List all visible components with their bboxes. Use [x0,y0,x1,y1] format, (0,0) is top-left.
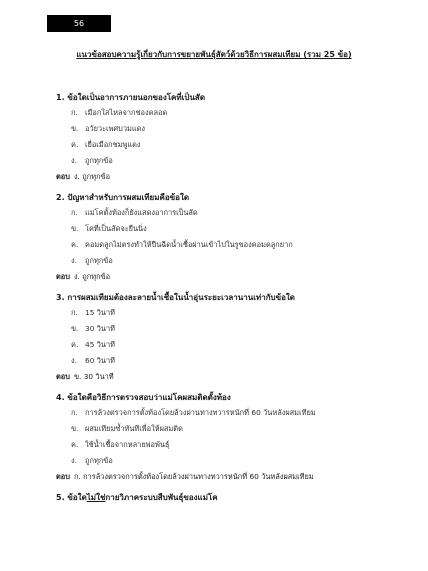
answer-label: ตอบ [56,372,70,381]
question-stem: ปัญหาสำหรับการผสมเทียมคือข้อใด [67,193,190,202]
answer-option [71,108,396,118]
answer-label: ตอบ [56,272,70,281]
option-text: ถูกทุกข้อ [85,456,113,465]
answer-label: ตอบ [56,172,70,181]
answer-option [71,456,396,466]
question-number: 5. [56,493,68,502]
answer-option [71,424,396,434]
answer-option [71,340,396,350]
answer-option [71,208,396,218]
question-text [56,392,396,404]
question-stem: ข้อใดเป็น [67,93,101,102]
question-stem: การผสมเทียมต้องละลายน้ำเชื้อในน้ำอุ่นระยะเวลานานเท่ากับข้อใด [67,293,295,302]
answer-option [71,256,396,266]
question-stem: ข้อใดคือวิธีการตรวจสอบว่าแม่โคผสมติดตั้งท้อง [67,393,231,402]
option-text: แม่โคตั้งท้องก็ยังแสดงอาการเป็นสัด [85,208,198,217]
question-block [56,292,396,382]
answer-option [71,440,396,450]
page-number-badge: 56 [47,15,111,32]
option-letter: ค. [71,240,79,249]
question-block [56,392,396,482]
answer-option [71,324,396,334]
answer-option [71,224,396,234]
option-letter: ก. [71,308,78,317]
option-text: 45 วินาที [85,340,115,349]
question-number: 4. [56,393,68,402]
option-text: เมือกใสไหลจากช่องคลอด [85,108,168,117]
answer-line [56,272,396,282]
question-number: 3. [56,293,68,302]
question-text [56,192,396,204]
question-list [56,92,396,514]
answer-text: ข. 30 วินาที [73,372,114,381]
option-letter: ง. [71,156,77,165]
answer-option [71,124,396,134]
answer-text: ก. การล้วงตรวจการตั้งท้องโดยล้วงผ่านทางทวารหนักที่ 60 วันหลังผสมเทียม [73,472,314,481]
option-text: ผสมเทียมซ้ำทันทีเพื่อให้ผสมติด [85,424,183,433]
answer-line [56,172,396,182]
option-text: 60 วินาที [85,356,115,365]
answer-text: ง. ถูกทุกข้อ [73,272,111,281]
option-text: โคที่เป็นสัดจะยืนนิ่ง [85,224,147,233]
option-text: เยื่อเมือกชมพูแดง [85,140,141,149]
document-title: แนวข้อสอบความรู้เกี่ยวกับการขยายพันธุ์สัตว์ด้วยวิธีการผสมเทียม (รวม 25 ข้อ) [76,50,352,59]
option-letter: ค. [71,140,79,149]
option-text: ถูกทุกข้อ [85,256,113,265]
question-number: 2. [56,193,68,202]
answer-label: ตอบ [56,472,70,481]
answer-option [71,356,396,366]
question-text [56,292,396,304]
question-text [56,92,396,104]
question-number: 1. [56,93,68,102]
option-letter: ค. [71,440,79,449]
question-stem: ข้อใด [67,493,87,502]
option-letter: ง. [71,456,77,465]
option-text: ใช้น้ำเชื้อจากหลายพ่อพันธุ์ [85,440,170,449]
option-text: ถูกทุกข้อ [85,156,113,165]
option-letter: ก. [71,108,78,117]
answer-line [56,472,396,482]
answer-option [71,240,396,250]
question-emphasis: ไม่ใช่ [86,493,106,502]
question-block [56,492,396,504]
option-letter: ง. [71,256,77,265]
answer-option [71,308,396,318]
answer-text: ง. ถูกทุกข้อ [73,172,111,181]
option-letter: ข. [71,224,79,233]
option-text: อวัยวะเพศบวมแดง [85,124,146,133]
option-letter: ข. [71,324,79,333]
question-stem-tail: อาการภายนอกของโคที่เป็นสัด [100,93,206,102]
option-text: 30 วินาที [85,324,115,333]
option-text: คอมดลูกไม่ตรงทำให้ปืนฉีดน้ำเชื้อผ่านเข้าไปในรูของคอมดลูกยาก [85,240,293,249]
answer-option [71,408,396,418]
option-text: 15 วินาที [85,308,115,317]
option-letter: ค. [71,340,79,349]
option-letter: ก. [71,408,78,417]
question-text [56,492,396,504]
answer-option [71,156,396,166]
answer-option [71,140,396,150]
option-letter: ง. [71,356,77,365]
question-block [56,92,396,182]
question-block [56,192,396,282]
option-letter: ข. [71,124,79,133]
answer-line [56,372,396,382]
option-text: การล้วงตรวจการตั้งท้องโดยล้วงผ่านทางทวารหนักที่ 60 วันหลังผสมเทียม [85,408,316,417]
question-stem-tail: กายวิภาคระบบสืบพันธุ์ของแม่โค [105,493,218,502]
option-letter: ข. [71,424,79,433]
option-letter: ก. [71,208,78,217]
